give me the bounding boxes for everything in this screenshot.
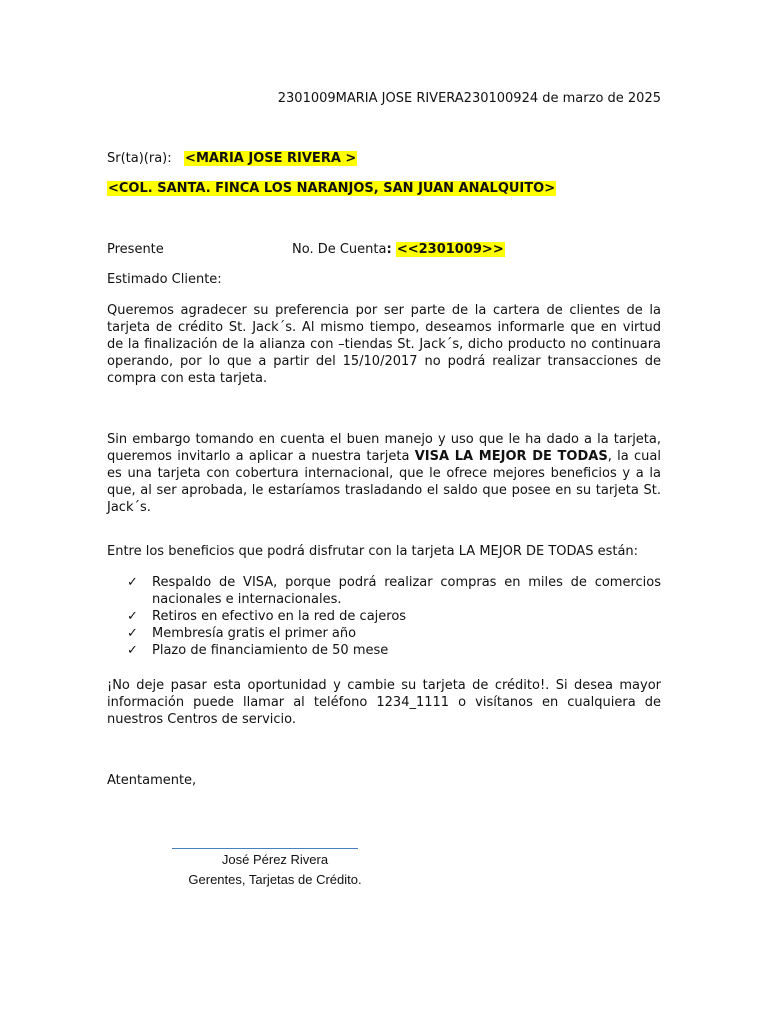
checkmark-icon: ✓ xyxy=(127,643,138,658)
account-colon: : xyxy=(386,242,392,257)
benefit-item xyxy=(127,642,661,659)
recipient-name: <MARIA JOSE RIVERA > xyxy=(185,151,357,166)
recipient-address: <COL. SANTA. FINCA LOS NARANJOS, SAN JUAN ANALQUITO> xyxy=(108,181,556,196)
checkmark-icon: ✓ xyxy=(127,609,138,624)
benefit-item xyxy=(127,574,661,608)
benefit-text: Membresía gratis el primer año xyxy=(152,626,357,641)
benefit-item xyxy=(127,608,661,625)
checkmark-icon: ✓ xyxy=(127,575,138,590)
presente-label: Presente xyxy=(107,242,164,257)
paragraph-offer xyxy=(107,431,661,516)
account-number: <<2301009>> xyxy=(396,242,504,257)
signer-title: Gerentes, Tarjetas de Crédito. xyxy=(188,872,362,887)
benefits-list xyxy=(127,574,661,659)
visa-card-name: VISA LA MEJOR DE TODAS xyxy=(414,449,608,464)
benefit-text: Retiros en efectivo en la red de cajeros xyxy=(152,609,407,624)
account-label: No. De Cuenta xyxy=(292,242,387,257)
account-line xyxy=(292,242,505,257)
benefit-text: Plazo de financiamiento de 50 mese xyxy=(152,643,389,658)
recipient-address-line xyxy=(107,181,556,196)
paragraph-offer-part2: , la cual es una tarjeta con cobertura internacional, que le ofrece mejores beneficios y a la que, al ser aprobada, le estaríamos trasladando el saldo que posee en su tarjeta St. Jack´s. xyxy=(107,449,661,515)
sign-off: Atentamente, xyxy=(107,773,197,788)
salutation-prefix: Sr(ta)(ra): xyxy=(107,151,172,166)
signature-line xyxy=(172,848,358,849)
signer-name: José Pérez Rivera xyxy=(221,852,329,867)
letter-date-line: 2301009MARIA JOSE RIVERA230100924 de marzo de 2025 xyxy=(277,91,661,106)
benefit-text: Respaldo de VISA, porque podrá realizar compras en miles de comercios nacionales e internacionales. xyxy=(152,575,661,607)
paragraph-offer-part1: Sin embargo tomando en cuenta el buen manejo y uso que le ha dado a la tarjeta, queremos invitarlo a aplicar a nuestra tarjeta xyxy=(107,432,661,464)
paragraph-closing: ¡No deje pasar esta oportunidad y cambie su tarjeta de crédito!. Si desea mayor información puede llamar al teléfono 1234_1111 o visítanos en cualquiera de nuestros Centros de servicio. xyxy=(107,678,661,727)
greeting: Estimado Cliente: xyxy=(107,272,222,287)
benefit-item xyxy=(127,625,661,642)
paragraph-intro: Queremos agradecer su preferencia por ser parte de la cartera de clientes de la tarjeta de crédito St. Jack´s. Al mismo tiempo, deseamos informarle que en virtud de la finalización de la alianza con –tiendas St. Jack´s, dicho producto no continuara operando, por lo que a partir del 15/10/2017 no podrá realizar transacciones de compra con esta tarjeta. xyxy=(107,303,661,386)
benefits-intro: Entre los beneficios que podrá disfrutar con la tarjeta LA MEJOR DE TODAS están: xyxy=(107,544,639,559)
salutation xyxy=(107,151,357,166)
checkmark-icon: ✓ xyxy=(127,626,138,641)
